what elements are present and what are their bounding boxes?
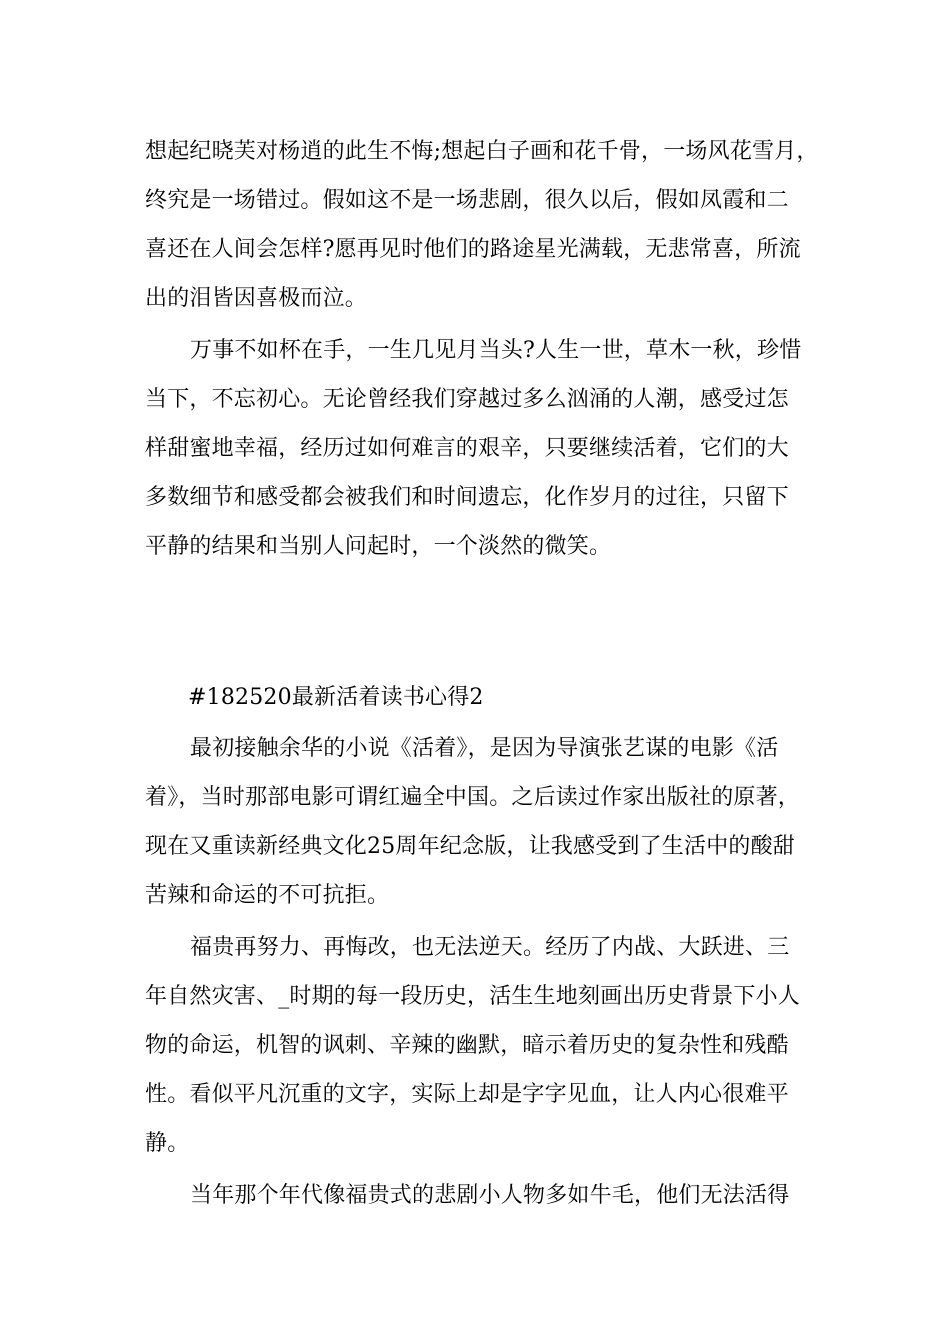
text-line: 物的命运，机智的讽刺、辛辣的幽默，暗示着历史的复杂性和残酷	[145, 1033, 789, 1058]
text-line: 苦辣和命运的不可抗拒。	[145, 883, 390, 908]
text-line: 多数细节和感受都会被我们和时间遗忘，化作岁月的过往，只留下	[145, 485, 789, 510]
text-line: 着》，当时那部电影可谓红遍全中国。之后读过作家出版社的原著，	[145, 785, 801, 810]
text-line: 万事不如杯在手，一生几见月当头?人生一世，草木一秋，珍惜	[190, 338, 802, 363]
text-line: 终究是一场错过。假如这不是一场悲剧，很久以后，假如凤霞和二	[145, 188, 789, 213]
text-line: 福贵再努力、再悔改，也无法逆天。经历了内战、大跃进、三	[190, 935, 790, 960]
section-heading: #182520最新活着读书心得2	[188, 685, 484, 710]
text-line: 静。	[145, 1131, 190, 1156]
text-line: 当下，不忘初心。无论曾经我们穿越过多么汹涌的人潮，感受过怎	[145, 387, 789, 412]
text-line: 出的泪皆因喜极而泣。	[145, 286, 368, 311]
text-line: 性。看似平凡沉重的文字，实际上却是字字见血，让人内心很难平	[145, 1082, 789, 1107]
text-line: 现在又重读新经典文化25周年纪念版，让我感受到了生活中的酸甜	[145, 834, 795, 859]
text-line: 想起纪晓芙对杨逍的此生不悔;想起白子画和花千骨，一场风花雪月，	[145, 139, 819, 164]
text-line: 最初接触余华的小说《活着》，是因为导演张艺谋的电影《活	[190, 736, 779, 761]
text-line: 当年那个年代像福贵式的悲剧小人物多如牛毛，他们无法活得	[190, 1183, 790, 1208]
text-line: 年自然灾害、_时期的每一段历史，活生生地刻画出历史背景下小人	[145, 984, 801, 1009]
text-line: 平静的结果和当别人问起时，一个淡然的微笑。	[145, 534, 612, 559]
text-line: 样甜蜜地幸福，经历过如何难言的艰辛，只要继续活着，它们的大	[145, 436, 789, 461]
text-line: 喜还在人间会怎样?愿再见时他们的路途星光满载，无悲常喜，所流	[145, 237, 801, 262]
